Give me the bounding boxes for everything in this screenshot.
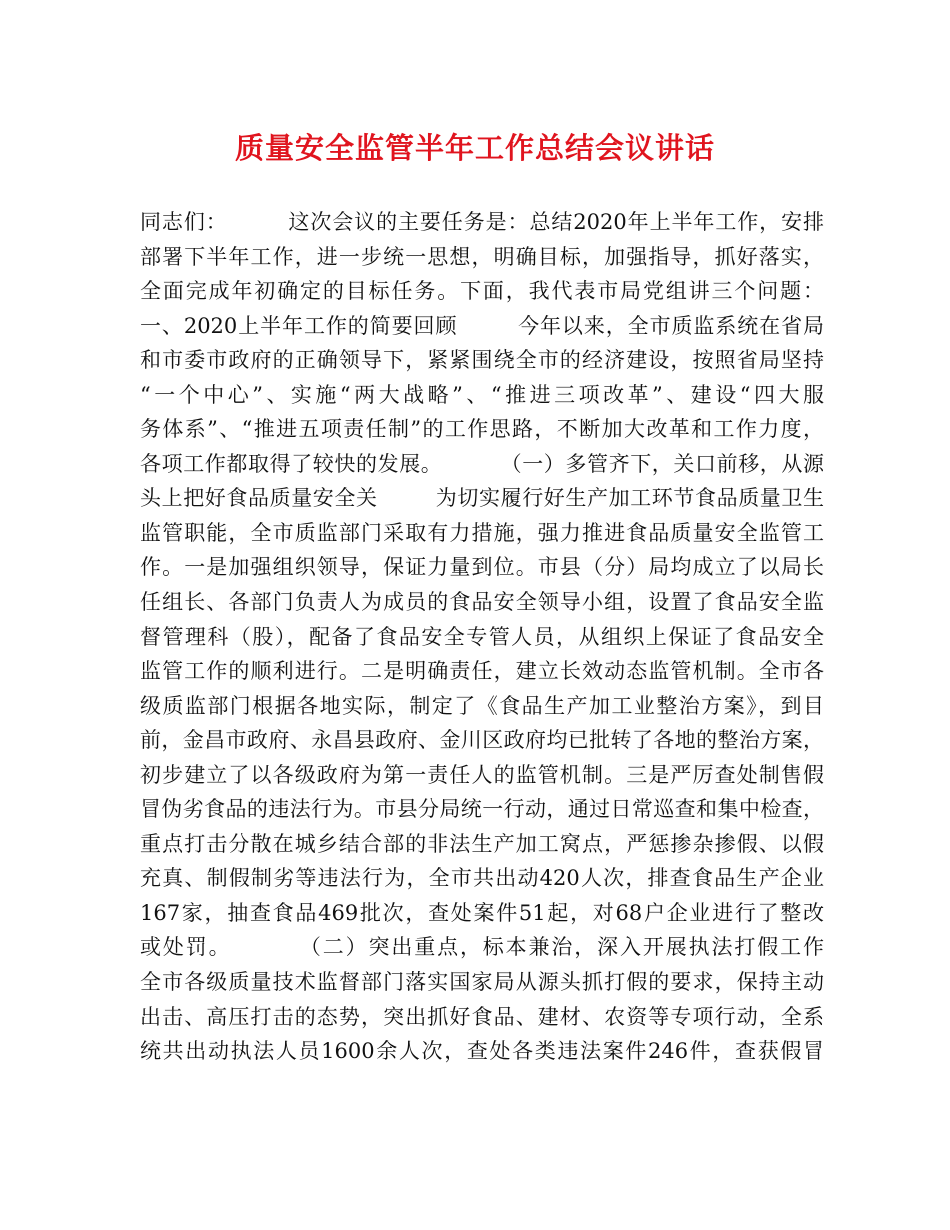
body-line: 重点打击分散在城乡结合部的非法生产加工窝点，严惩掺杂掺假、以假 <box>140 831 824 856</box>
body-line: 各项工作都取得了较快的发展。 （一）多管齐下，关口前移，从源 <box>140 451 824 476</box>
body-line: 级质监部门根据各地实际，制定了《食品生产加工业整治方案》，到目 <box>140 693 824 718</box>
body-line: 统共出动执法人员1600余人次，查处各类违法案件246件，查获假冒 <box>140 1039 824 1064</box>
body-line: 作。一是加强组织领导，保证力量到位。市县（分）局均成立了以局长 <box>140 555 824 580</box>
body-line: 头上把好食品质量安全关 为切实履行好生产加工环节食品质量卫生 <box>140 486 824 511</box>
body-line: 监管工作的顺利进行。二是明确责任，建立长效动态监管机制。全市各 <box>140 659 824 684</box>
body-line: 一、2020上半年工作的简要回顾 今年以来，全市质监系统在省局 <box>140 313 824 338</box>
body-line: 任组长、各部门负责人为成员的食品安全领导小组，设置了食品安全监 <box>140 590 824 615</box>
body-line: 全面完成年初确定的目标任务。下面，我代表市局党组讲三个问题： <box>140 279 824 304</box>
body-line: 或处罚。 （二）突出重点，标本兼治，深入开展执法打假工作 <box>140 935 824 960</box>
body-line: 初步建立了以各级政府为第一责任人的监管机制。三是严厉查处制售假 <box>140 762 824 787</box>
body-line: 充真、制假制劣等违法行为，全市共出动420人次，排查食品生产企业 <box>140 866 824 891</box>
document-body <box>140 205 824 1069</box>
body-line: 督管理科（股），配备了食品安全专管人员，从组织上保证了食品安全 <box>140 624 824 649</box>
body-line: 同志们： 这次会议的主要任务是：总结2020年上半年工作，安排 <box>140 210 824 234</box>
body-line: “一个中心”、实施“两大战略”、“推进三项改革”、建设“四大服 <box>140 382 824 407</box>
body-line: 监管职能，全市质监部门采取有力措施，强力推进食品质量安全监管工 <box>140 520 824 545</box>
body-line: 冒伪劣食品的违法行为。市县分局统一行动，通过日常巡查和集中检查， <box>140 797 824 822</box>
body-line: 全市各级质量技术监督部门落实国家局从源头抓打假的要求，保持主动 <box>140 970 824 995</box>
body-line: 务体系”、“推进五项责任制”的工作思路，不断加大改革和工作力度， <box>140 417 824 442</box>
body-line: 部署下半年工作，进一步统一思想，明确目标，加强指导，抓好落实， <box>140 244 824 269</box>
body-line: 出击、高压打击的态势，突出抓好食品、建材、农资等专项行动，全系 <box>140 1004 824 1029</box>
body-line: 和市委市政府的正确领导下，紧紧围绕全市的经济建设，按照省局坚持 <box>140 348 824 373</box>
body-line: 167家，抽查食品469批次，查处案件51起，对68户企业进行了整改 <box>140 900 824 925</box>
body-line: 前，金昌市政府、永昌县政府、金川区政府均已批转了各地的整治方案， <box>140 728 824 753</box>
document-title: 质量安全监管半年工作总结会议讲话 <box>234 131 715 165</box>
